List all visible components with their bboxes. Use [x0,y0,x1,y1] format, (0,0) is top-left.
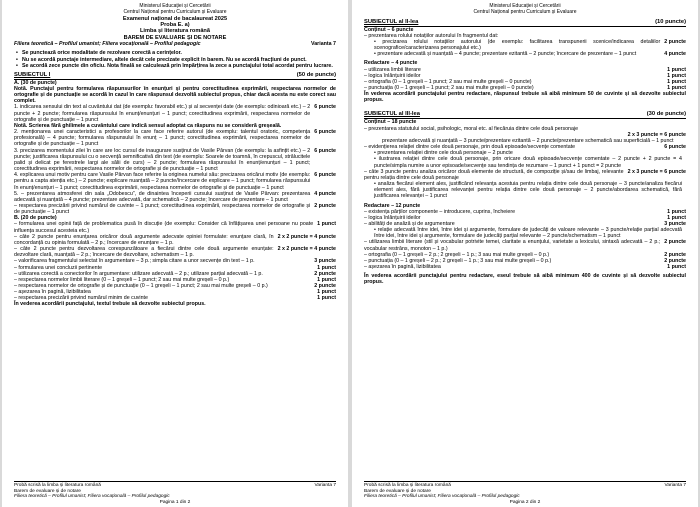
r3-item-2: – logica înlănțuirii ideilor 1 punct [364,214,686,221]
section-3-title: SUBIECTUL al III-lea [364,111,420,118]
r2-item-2: – logica înlănțuirii ideilor 1 punct [364,72,686,79]
ministry-name-2: Ministerul Educației și Cercetării [489,3,561,9]
section-1-header [14,72,336,80]
rule-1: • Se punctează orice modalitate de rezolvare corectă a cerințelor. [14,50,336,56]
item-a4: 4. explicarea unui motiv pentru care Vasile Pârvan face referire la originea numelui său: precizarea oricărui motiv (de exemplu: pentru a capta atenția etc.) – 2 puncte; explicare nuanțată – 2 puncte/încercare de explicare – 1 punct; formularea răspunsului în enunț/enunțuri – 1 punct; corectitudinea exprimării, respectarea normelor de ortografie și de punctuație – 1 punct 6 puncte [14,172,336,191]
section-1-title: SUBIECTUL I [14,71,51,78]
c2-item-1: – prezentarea rolului notațiilor autorului în fragmentul dat: [364,32,499,39]
c3-item-7: – câte 3 puncte pentru analiza oricăror două elemente de structură, de compoziție și/sau de limbaj, relevante pentru relația dintre cele două personaje 2 x 3 puncte = 6 puncte [364,168,686,181]
item-a2: 2. menționarea unei caracteristici a profesorilor la care face referire autorul (de exemplu: talentul oratoric, competența profesională) – 4 puncte; formularea răspunsului în enunț – 1 punct; corectitudinea exprimării, respectarea normelor de ortografie și de punctuație – 1 punct 6 puncte [14,129,336,148]
part-a-title: A. (30 de puncte) [14,79,57,86]
r2-item-1: – utilizarea limbii literare 1 punct [364,66,686,73]
r3-item-6: – ortografia (0 – 1 greșeli – 2 p.; 2 greșeli – 1 p.; 3 sau mai multe greșeli – 0 p.) 2 puncte [364,251,686,258]
item-a5b: – respectarea precizării privind numărul de cuvinte – 1 punct; corectitudinea exprimării, respectarea normelor de ortografie și de punctuație – 1 punct 2 puncte [14,202,336,216]
ministry-name: Ministerul Educației și Cercetării [139,3,211,9]
exam-title: Examenul național de bacalaureat 2025 [122,15,228,22]
page-1-footer: Probă scrisă la limba și literatura română Varianta 7 Barem de evaluare și de notare Filiera teoretică – Profilul umanist; Filiera vocațională – Profilul pedagogic Pagina 1 din 2 [14,483,336,505]
page-2 [352,0,698,507]
r3-item-5: – utilizarea limbii literare (stil și vocabular potrivite temei, claritate a enunțului, varietate a lexicului, sintaxă adecvată – 2 p.; vocabular restrâns, monoton – 1 p.) 2 puncte [364,239,686,252]
r2-item-4: – punctuația (0 – 1 greșeli – 1 punct; 2 sau mai multe greșeli – 0 puncte) 1 punct [364,85,686,91]
item-a1: 1. indicarea sensului din text al cuvântului dat (de exemplu: favorabil etc.) și al secvenței date (de exemplu: odinioară etc.) – 2 puncte + 2 puncte; formularea răspunsului în enunț/enunțuri – 1 punct; corectitudinea exprimării, respectarea normelor de ortografie și de punctuație – 1 punct 6 puncte [14,104,336,123]
part-b-title: B. (20 de puncte) [14,215,57,222]
item-b9: – așezarea în pagină, lizibilitatea 1 punct [14,289,336,296]
barem-title: BAREM DE EVALUARE ȘI DE NOTARE [123,34,227,41]
c3-item-6: • ilustrarea relației dintre cele două personaje, prin oricare două episoade/secvențe comentate – 2 puncte + 2 puncte = 4 puncte/simpla numire a unor episoade/secvențe sau tendința de rezumare – 1 punct + 1 punct = 2 puncte [374,156,682,169]
r3-item-8: – așezarea în pagină, lizibilitatea 1 punct [364,264,686,271]
c3-title: Conținut – 18 puncte [364,119,417,126]
r3-title: Redactare – 12 puncte [364,202,421,209]
profile-row [14,41,336,47]
r3-item-7: – punctuația (0 – 1 greșeli – 2 p.; 2 greșeli – 1 p.; 3 sau mai multe greșeli – 0 p.) 2 puncte [364,257,686,264]
page-2-number: Pagina 2 din 2 [509,499,541,505]
item-a5: 5. – prezentarea atmosferei din sala „Odobescu”, de dinaintea începerii cursului susținut de Vasile Pârvan: prezentarea adecvată și nuanțată – 4 puncte; prezentare adecvată, dar schematică – 2 puncte; încercare de prezentare – 1 punct 4 puncte [14,190,336,203]
part-b-closing: În vederea acordării punctajului, textul trebuie să dezvolte subiectul propus. [14,301,206,308]
center-name-2: Centrul Național pentru Curriculum și Evaluare [473,8,577,15]
item-b2: – câte 2 puncte pentru enunțarea oricăror două argumente adecvate opiniei formulate: enunțare clară, în concordanță cu opinia formulată – 2 p.; încercare de enunțare – 1 p. 2 x 2 puncte = 4 puncte [14,233,336,246]
c3-item-4: – evidențierea relației dintre cele două personaje, prin două episoade/secvențe comentate 6 puncte [364,144,686,151]
item-a3: 3. precizarea momentului zilei în care are loc cursul de inaugurare susținut de Vasile Pârvan (de exemplu: la asfințit etc.) – 2 puncte; justificarea răspunsului cu o secvență semnificativă din text (de exemplu: Soarele de toamnă, în crepuscul, strălucitele palid și delicat pe ferestrele largi ale sălii de curs) – 2 puncte; formularea răspunsului în enunț/enunțuri – 1 punct; corectitudinea exprimării, respectarea normelor de ortografie și de punctuație – 1 punct 6 puncte [14,147,336,173]
continut-title: Conținut – 6 puncte [364,26,414,33]
c3-item-3: prezentare adecvată și nuanțată – 3 puncte/prezentare ezitantă – 2 puncte/prezentare schematică sau superficială – 1 punct [382,137,674,144]
proba-title: Proba E. a) [160,22,190,28]
c3-item-2: 2 x 3 puncte = 6 puncte [627,131,686,138]
subject-title: Limba și literatura română [140,28,210,35]
section-3-closing: În vederea acordării punctajului pentru redactare, eseul trebuie să aibă minimum 400 de cuvinte și să dezvolte subiectul propus. [364,273,686,286]
section-2-title: SUBIECTUL al II-lea [364,18,419,25]
item-b7: – respectarea normelor limbii literare (0 – 1 greșeli – 1 punct; 2 sau mai multe greșeli – 0 p.) 1 punct [14,276,336,283]
r3-item-3: – abilități de analiză și de argumentare 3 puncte [364,220,686,227]
section-2-header [364,19,686,27]
item-b1: – formularea unei opinii față de problematica pusă în discuție (de exemplu: Consider că înfățișarea unei persoane nu poate influența succesul acesteia etc.) 1 punct [14,221,336,234]
part-a-note: Notă. Punctajul pentru formularea răspunsurilor în enunțuri și pentru corectitudinea exprimării, respectarea normelor de ortografie și de punctuație se acordă în cazul în care răspunsul dezvoltă subiectul propus, chiar dacă acesta nu este corect sau complet. [14,86,336,105]
item-b10: – respectarea precizării privind numărul minim de cuvinte 1 punct [14,295,336,302]
profile-text: Filiera teoretică – Profilul umanist; Filiera vocațională – Profilul pedagogic [14,41,201,48]
center-name: Centrul Național pentru Curriculum și Evaluare [123,8,227,15]
section-3-points: (30 de puncte) [646,111,686,118]
rule-2: • Nu se acordă punctaje intermediare, altele decât cele precizate explicit în barem. Nu se acordă fracțiuni de punct. [14,57,336,63]
item-b6: – utilizarea corectă a conectorilor în argumentare: utilizare adecvată – 2 p.; utilizare parțial adecvată – 1 p. 2 puncte [14,270,336,277]
c2-item-3: • prezentare adecvată și nuanțată – 4 puncte; prezentare ezitantă – 2 puncte; încercare de prezentare – 1 punct 4 puncte [374,51,686,58]
page-1 [2,0,348,507]
c3-item-5: • prezentarea relației dintre cele două personaje – 2 puncte [374,150,513,157]
item-b8: – respectarea normelor de ortografie și de punctuație (0 – 1 greșeli – 1 punct; 2 sau mai multe greșeli – 0 p.) 2 puncte [14,283,336,289]
item-b3: – câte 2 puncte pentru dezvoltarea corespunzătoare a fiecărui dintre cele două argumente enunțate: dezvoltare clară, nuanțată – 2 p.; încercare de dezvoltare, schematism – 1 p. 2 x 2 puncte = 4 puncte [14,246,336,259]
r3-item-1: – existența părților componente – introducere, cuprins, încheiere 1 punct [364,208,686,215]
page-2-footer: Probă scrisă la limba și literatura română Varianta 7 Barem de evaluare și de notare Filiera teoretică – Profilul umanist; Filiera vocațională – Profilul pedagogic Pagina 2 din 2 [364,483,686,505]
r2-item-3: – ortografia (0 – 1 greșeli – 1 punct; 2 sau mai multe greșeli – 0 puncte) 1 punct [364,78,686,85]
item-b4: – valorificarea fragmentului selectat în argumentare – 3 p.; simpla citare a unor secvențe din text – 1 p. 3 puncte [14,258,336,265]
variant-label: Varianta 7 [310,41,336,48]
c2-item-2: • precizarea rolului notațiilor autorului (de exemplu: facilitarea transpunerii scenice/indicarea detaliilor scenografice/caracterizarea personajului etc.) 2 puncte [374,38,686,52]
section-2-closing: În vederea acordării punctajului pentru redactare, răspunsul trebuie să aibă minimum 50 de cuvinte și să dezvolte subiectul propus. [364,91,686,104]
rule-3: • Se acordă zece puncte din oficiu. Nota finală se calculează prin împărțirea la zece a punctajului total acordat pentru lucrare. [14,63,336,69]
redactare-title: Redactare – 4 puncte [364,60,418,67]
c3-item-1: – prezentarea statutului social, psihologic, moral etc. al fiecăruia dintre cele două personaje [364,125,579,132]
page-1-number: Pagina 1 din 2 [159,499,191,505]
r3-item-4: • relație adecvată între idei, între idei și argumente, formulare de judecăți de valoare relevante – 3 puncte/relație parțial adecvată între idei, între idei și argumente, formulare de judecăți parțial relevante – 2 puncte/schematism – 1 punct [374,227,682,240]
section-1-points: (50 de puncte) [296,71,336,78]
item-b5: – formularea unei concluzii pertinente 1 punct [14,264,336,271]
section-3-header [364,111,686,119]
item-a1-note: Notă. Scrierea fără ghilimele a cuvântului care indică sensul adoptat ca răspuns nu se consideră greșeală. [14,122,282,129]
c3-item-8: • analiza fiecărui element ales, justificând relevanța acestuia pentru relația dintre cele două personaje – 3 puncte/analiza fiecărui element ales, fără justificarea relevanței pentru relația dintre cele două personaje – 2 puncte/abordarea schematică, fără justificarea relevanței – 1 punct [374,181,682,200]
section-2-points: (10 puncte) [655,18,686,25]
